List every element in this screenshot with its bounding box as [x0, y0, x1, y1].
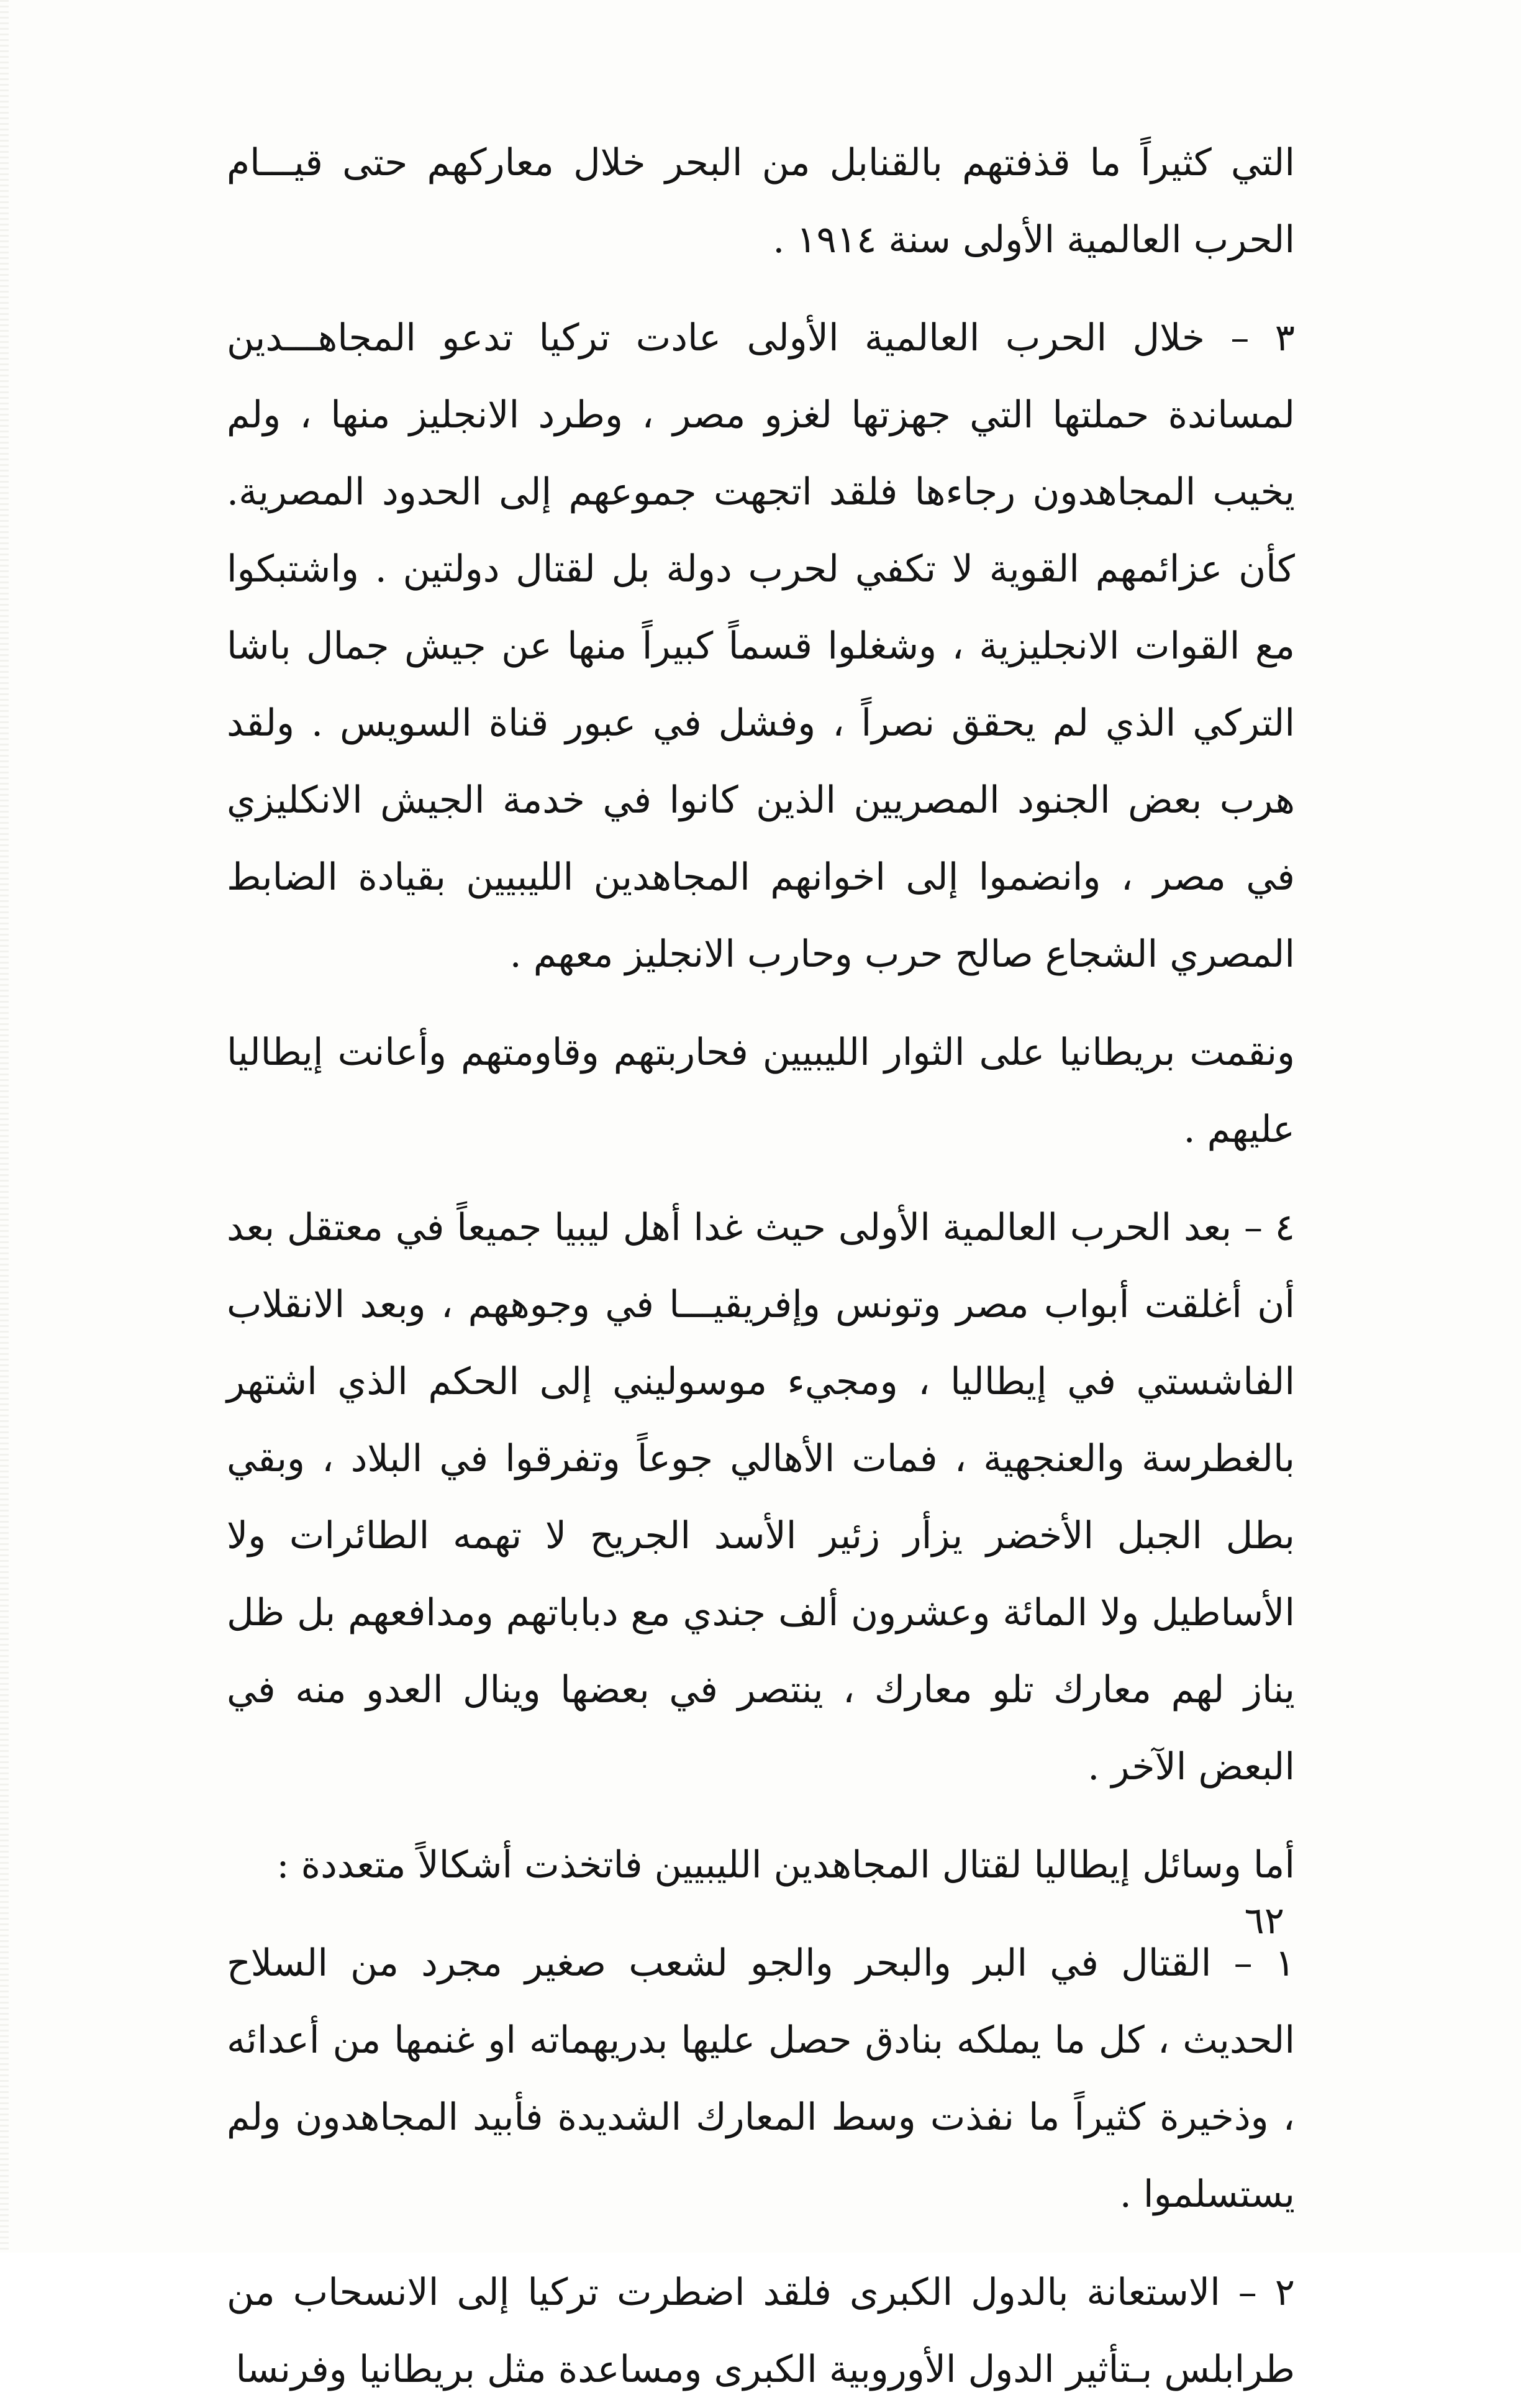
paragraph-britain: ونقمت بريطانيا على الثوار الليبيين فحاربتهم وقاومتهم وأعانت إيطاليا عليهم . [227, 1031, 1295, 1151]
paragraph-continuation: التي كثيراً ما قذفتهم بالقنابل من البحر خلال معاركهم حتى قيـــام الحرب العالمية الأولى سنة ١٩١٤ . [227, 141, 1295, 262]
page-number: ٦٢ [1244, 1899, 1284, 1943]
paragraph-item-4: ٤ – بعد الحرب العالمية الأولى حيث غدا أهل ليبيا جميعاً في معتقل بعد أن أغلقت أبواب مصر وتونس وإفريقيـــا في وجوههم ، وبعد الانقلاب الفاشستي في إيطاليا ، ومجيء موسوليني إلى الحكم الذي اشتهر بالغطرسة والعنجهية ، فمات الأهالي جوعاً وتفرقوا في البلاد ، وبقي بطل الجبل الأخضر يزأر زئير الأسد الجريح لا تهمه الطائرات ولا الأساطيل ولا المائة وعشرون ألف جندي مع دباباتهم ومدافعهم بل ظل يناز لهم معارك تلو معارك ، ينتصر في بعضها وينال العدو منه في البعض الآخر . [227, 1206, 1296, 1789]
body-text [227, 124, 1295, 2408]
paragraph-means-1: ١ – القتال في البر والبحر والجو لشعب صغير مجرد من السلاح الحديث ، كل ما يملكه بنادق حصل عليها بدريهماته او غنمها من أعدائه ، وذخيرة كثيراً ما نفذت وسط المعارك الشديدة فأبيد المجاهدون ولم يستسلموا . [227, 1941, 1295, 2216]
scan-edge-shadow [0, 0, 9, 2253]
paragraph-item-3: ٣ – خلال الحرب العالمية الأولى عادت تركيا تدعو المجاهـــدين لمساندة حملتها التي جهزتها لغزو مصر ، وطرد الانجليز منها ، ولم يخيب المجاهدون رجاءها فلقد اتجهت جموعهم إلى الحدود المصرية. كأن عزائمهم القوية لا تكفي لحرب دولة بل لقتال دولتين . واشتبكوا مع القوات الانجليزية ، وشغلوا قسماً كبيراً منها عن جيش جمال باشا التركي الذي لم يحقق نصراً ، وفشل في عبور قناة السويس . ولقد هرب بعض الجنود المصريين الذين كانوا في خدمة الجيش الانكليزي في مصر ، وانضموا إلى اخوانهم المجاهدين الليبيين بقيادة الضابط المصري الشجاع صالح حرب وحارب الانجليز معهم . [227, 316, 1295, 976]
paragraph-means-intro: أما وسائل إيطاليا لقتال المجاهدين الليبيين فاتخذت أشكالاً متعددة : [276, 1843, 1295, 1887]
paragraph-means-2: ٢ – الاستعانة بالدول الكبرى فلقد اضطرت تركيا إلى الانسحاب من طرابلس بـتأثير الدول الأوروبية الكبرى ومساعدة مثل بريطانيا وفرنسا [227, 2271, 1295, 2391]
